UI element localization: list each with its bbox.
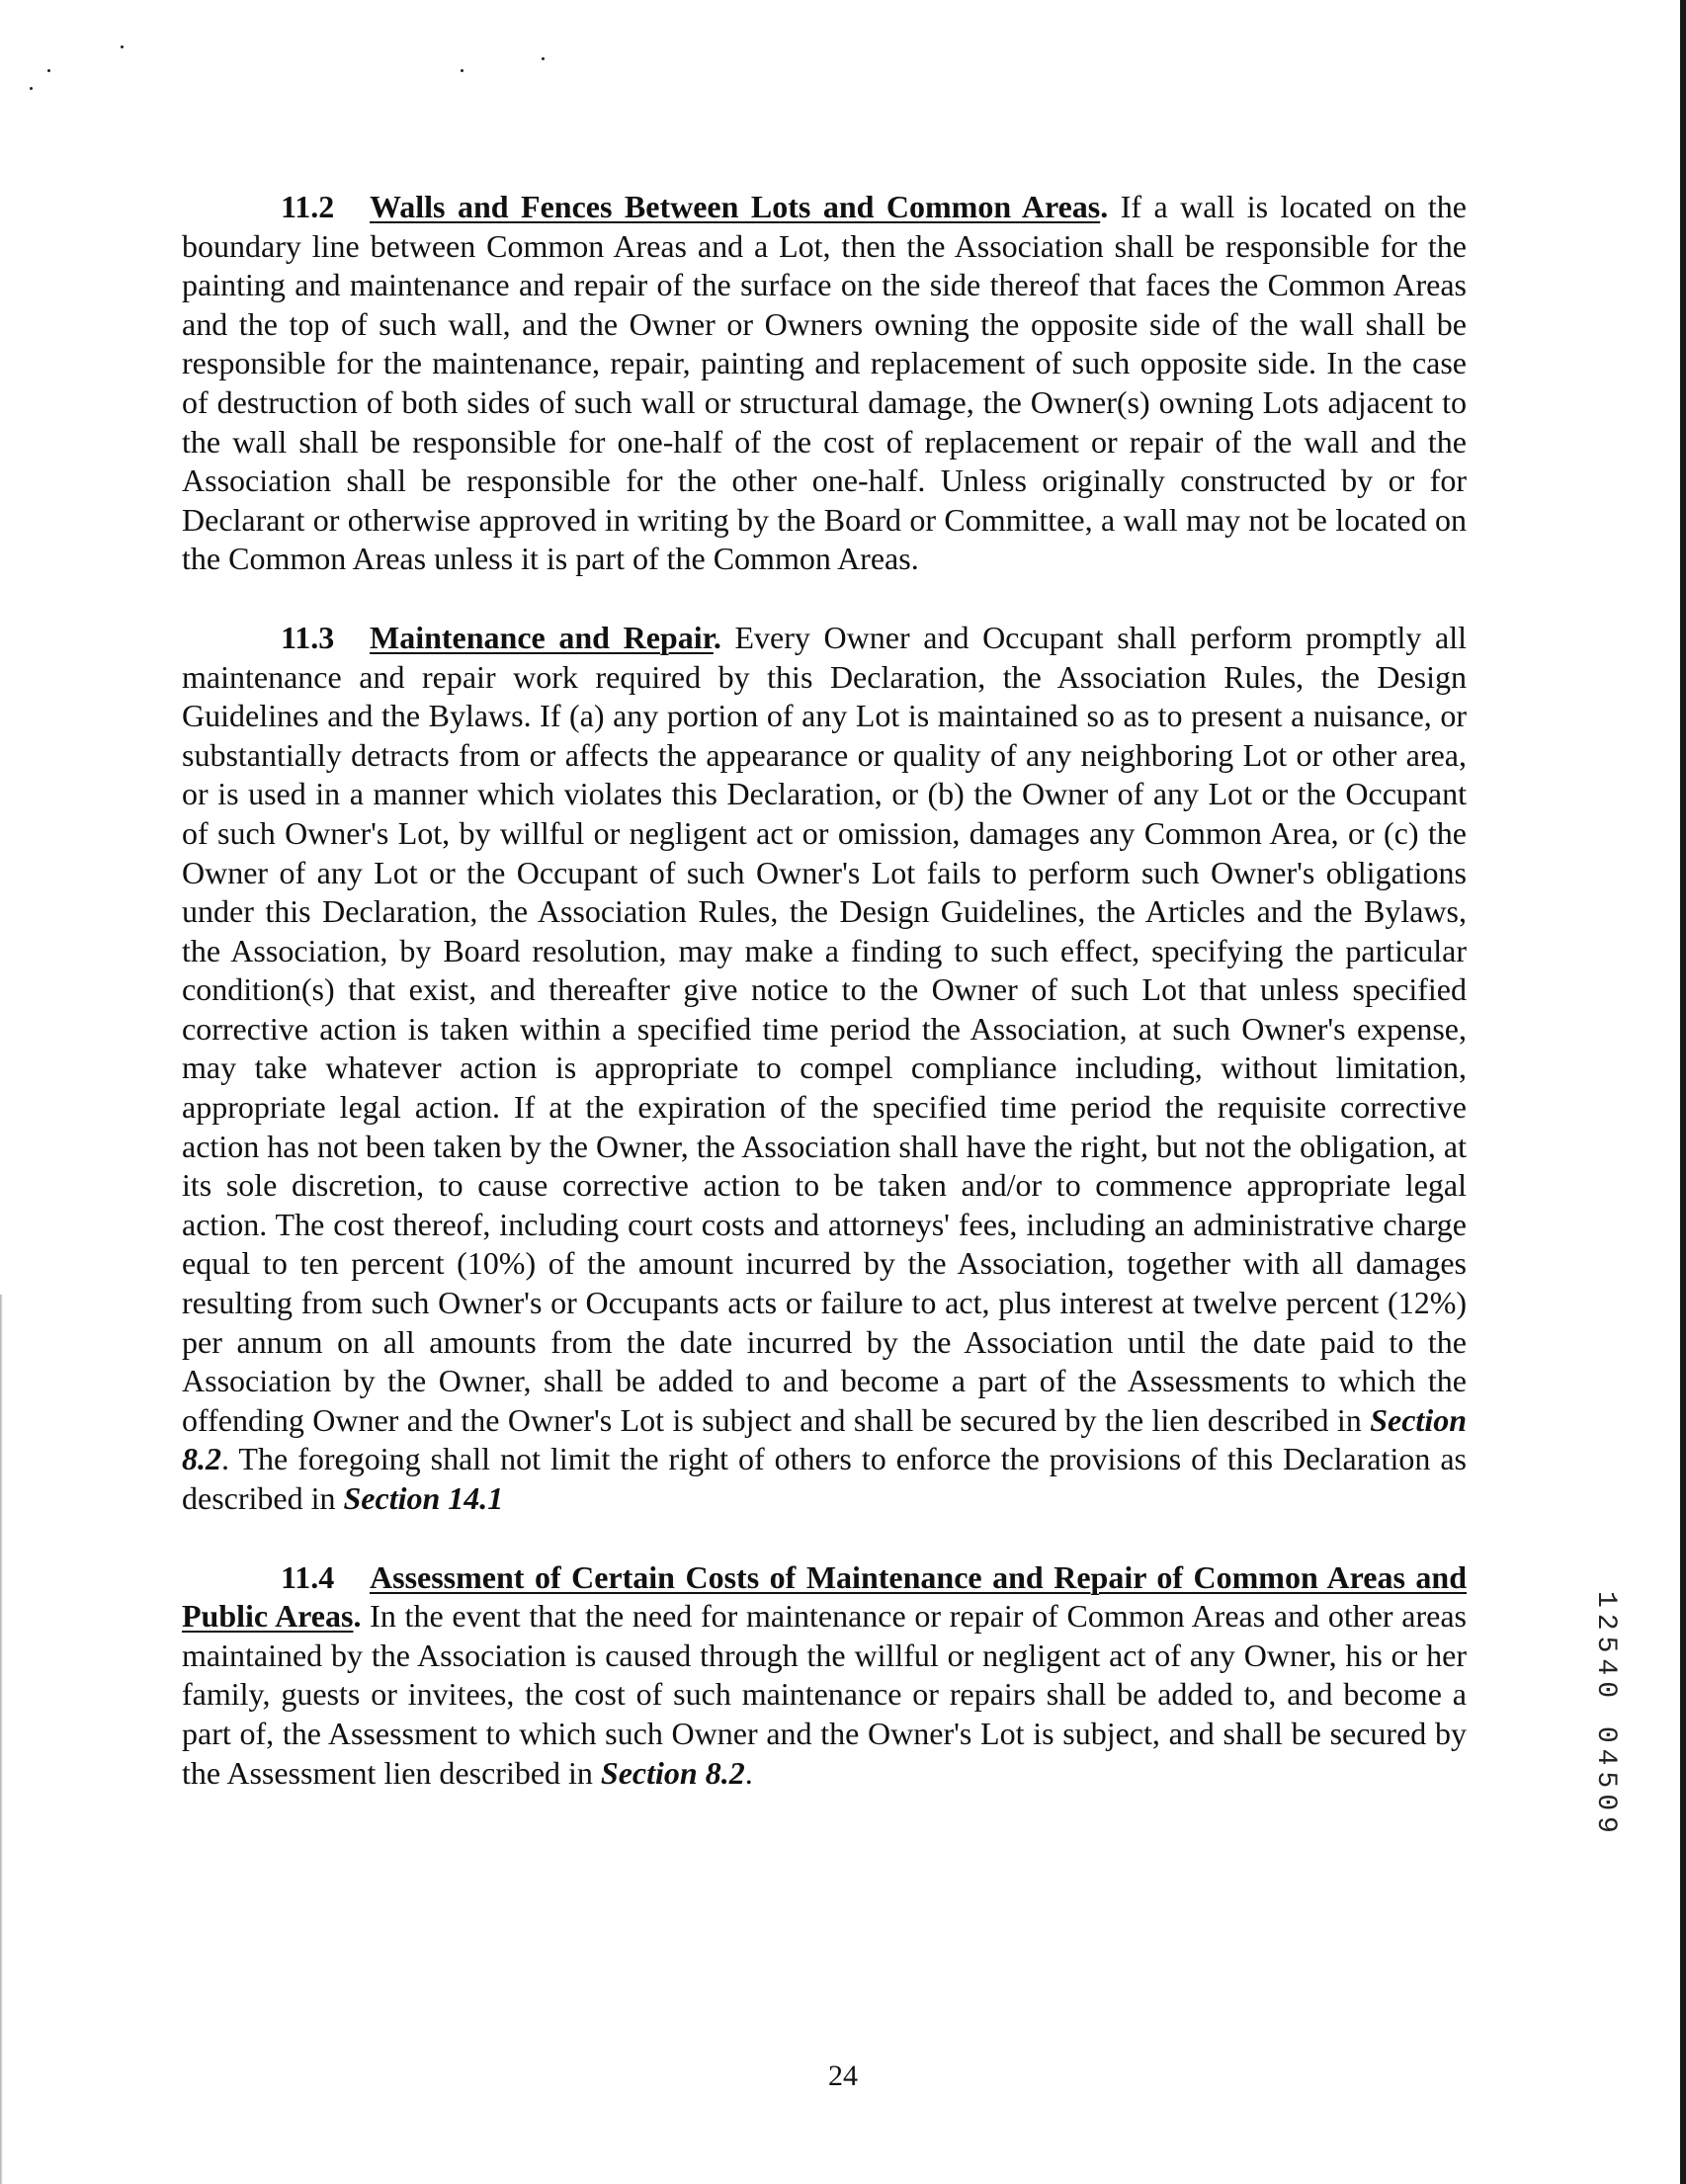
scan-edge [1680, 0, 1686, 2184]
document-body [182, 188, 1467, 1832]
section-heading: Walls and Fences Between Lots and Common Areas [370, 189, 1101, 224]
section-number: 11.4 [281, 1558, 335, 1595]
page-number: 24 [828, 2059, 858, 2092]
section-11-3 [182, 619, 1467, 1519]
scan-speck [121, 45, 124, 48]
section-text: Every Owner and Occupant shall perform promptly all maintenance and repair work required by this Declaration, the Association Rules, the Design Guidelines and the Bylaws. If (a) any portion of any Lot is maintained so as to present a nuisance, or substantially detracts from or affects the appearance or quality of any neighboring Lot or other area, or is used in a manner which violates this Declaration, or (b) the Owner of any Lot or the Occupant of such Owner's Lot, by willful or negligent act or omission, damages any Common Area, or (c) the Owner of any Lot or the Occupant of such Owner's Lot fails to perform such Owner's obligations under this Declaration, the Association Rules, the Design Guidelines, the Articles and the Bylaws, the Association, by Board resolution, may make a finding to such effect, specifying the particular condition(s) that exist, and thereafter give notice to the Owner of such Lot that unless specified corrective action is taken within a specified time period the Association, at such Owner's expense, may take whatever action is appropriate to compel compliance including, without limitation, appropriate legal action. If at the expiration of the specified time period the requisite corrective action has not been taken by the Owner, the Association shall have the right, but not the obligation, at its sole discretion, to cause corrective action to be taken and/or to commence appropriate legal action. The cost thereof, including court costs and attorneys' fees, including an administrative charge equal to ten percent (10%) of the amount incurred by the Association, together with all damages resulting from such Owner's or Occupants acts or failure to act, plus interest at twelve percent (12%) per annum on all amounts from the date incurred by the Association until the date paid to the Association by the Owner, shall be added to and become a part of the Assessments to which the offending Owner and the Owner's Lot is subject and shall be secured by the lien described in [182, 619, 1468, 1438]
section-reference: Section 8.2 [182, 1401, 1467, 1477]
section-heading-punct: . [1100, 189, 1109, 224]
section-text: In the event that the need for maintenance or repair of Common Areas and other areas maintained by the Association is caused through the willful or negligent act of any Owner, his or her family, guests or invitees, the cost of such maintenance or repairs shall be added to, and become a part of, the Assessment to which such Owner and the Owner's Lot is subject, and shall be secured by the Assessment lien described in [182, 1598, 1468, 1791]
section-heading-punct: . [713, 619, 721, 655]
section-reference: Section 8.2 [600, 1754, 745, 1791]
section-heading: Maintenance and Repair [370, 619, 714, 655]
scan-speck [461, 69, 464, 72]
scan-speck [30, 87, 33, 90]
section-text-continued: . [744, 1754, 753, 1791]
section-11-2 [182, 188, 1467, 579]
section-number: 11.2 [281, 189, 335, 224]
scan-speck [47, 69, 50, 72]
scan-speck [542, 57, 545, 60]
section-11-4 [182, 1558, 1467, 1794]
section-text-continued: . The foregoing shall not limit the right of others to enforce the provisions of this Declaration as described in [182, 1441, 1467, 1516]
section-number: 11.3 [281, 619, 335, 655]
section-reference: Section 14.1 [343, 1480, 504, 1516]
section-text: If a wall is located on the boundary line between Common Areas and a Lot, then the Association shall be responsible for the painting and maintenance and repair of the surface on the side thereof that faces the Common Areas and the top of such wall, and the Owner or Owners owning the opposite side of the wall shall be responsible for the maintenance, repair, painting and replacement of such opposite side. In the case of destruction of both sides of such wall or structural damage, the Owner(s) owning Lots adjacent to the wall shall be responsible for one-half of the cost of replacement or repair of the wall and the Association shall be responsible for the other one-half. Unless originally constructed by or for Declarant or otherwise approved in writing by the Board or Committee, a wall may not be located on the Common Areas unless it is part of the Common Areas. [182, 189, 1467, 577]
section-heading: Assessment of Certain Costs of Maintenance and Repair of Common Areas and Public Areas [182, 1558, 1467, 1635]
scan-edge-left [0, 1295, 3, 2184]
recording-stamp: 12540 04509 [1590, 1591, 1621, 1839]
section-heading-punct: . [353, 1598, 362, 1635]
